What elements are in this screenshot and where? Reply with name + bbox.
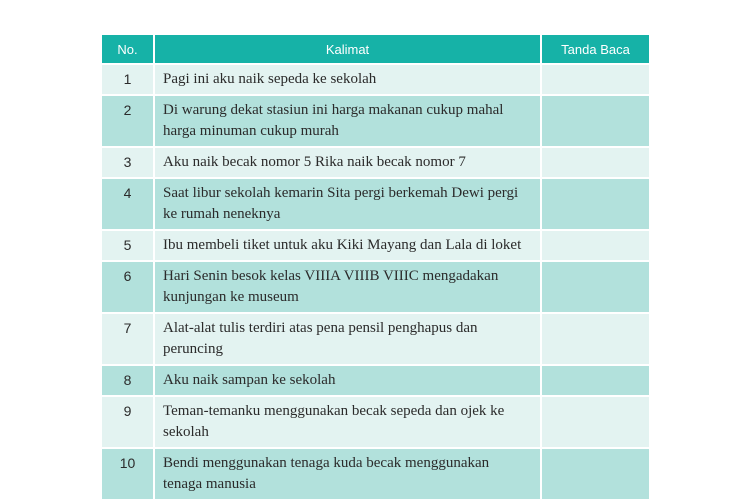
row-number-cell: 10: [102, 448, 154, 500]
header-kalimat: Kalimat: [154, 35, 541, 64]
table-row: [102, 365, 649, 396]
punctuation-answer-cell: [541, 396, 649, 448]
sentence-cell: Teman-temanku menggunakan becak sepeda dan ojek ke sekolah: [154, 396, 541, 448]
table-row: [102, 396, 649, 448]
row-number-cell: 3: [102, 147, 154, 178]
row-number-cell: 6: [102, 261, 154, 313]
punctuation-exercise-table: [102, 35, 649, 500]
header-no: No.: [102, 35, 154, 64]
punctuation-answer-cell: [541, 64, 649, 95]
sentence-cell: Di warung dekat stasiun ini harga makanan cukup mahal harga minuman cukup murah: [154, 95, 541, 147]
table-row: [102, 64, 649, 95]
header-tanda-baca: Tanda Baca: [541, 35, 649, 64]
table-row: [102, 147, 649, 178]
table-row: [102, 261, 649, 313]
punctuation-answer-cell: [541, 448, 649, 500]
punctuation-answer-cell: [541, 178, 649, 230]
sentence-cell: Aku naik becak nomor 5 Rika naik becak nomor 7: [154, 147, 541, 178]
sentence-cell: Hari Senin besok kelas VIIIA VIIIB VIIIC mengadakan kunjungan ke museum: [154, 261, 541, 313]
sentence-cell: Aku naik sampan ke sekolah: [154, 365, 541, 396]
row-number-cell: 4: [102, 178, 154, 230]
punctuation-answer-cell: [541, 261, 649, 313]
sentence-cell: Pagi ini aku naik sepeda ke sekolah: [154, 64, 541, 95]
row-number-cell: 1: [102, 64, 154, 95]
table-header-row: [102, 35, 649, 64]
row-number-cell: 9: [102, 396, 154, 448]
punctuation-answer-cell: [541, 313, 649, 365]
row-number-cell: 7: [102, 313, 154, 365]
sentence-cell: Bendi menggunakan tenaga kuda becak menggunakan tenaga manusia: [154, 448, 541, 500]
table-row: [102, 230, 649, 261]
punctuation-answer-cell: [541, 95, 649, 147]
sentence-cell: Alat-alat tulis terdiri atas pena pensil penghapus dan peruncing: [154, 313, 541, 365]
table-row: [102, 448, 649, 500]
table-row: [102, 95, 649, 147]
table-row: [102, 178, 649, 230]
punctuation-answer-cell: [541, 230, 649, 261]
table-body: [102, 64, 649, 500]
sentence-cell: Saat libur sekolah kemarin Sita pergi berkemah Dewi pergi ke rumah neneknya: [154, 178, 541, 230]
punctuation-answer-cell: [541, 365, 649, 396]
row-number-cell: 2: [102, 95, 154, 147]
sentence-cell: Ibu membeli tiket untuk aku Kiki Mayang dan Lala di loket: [154, 230, 541, 261]
row-number-cell: 8: [102, 365, 154, 396]
punctuation-answer-cell: [541, 147, 649, 178]
table-row: [102, 313, 649, 365]
row-number-cell: 5: [102, 230, 154, 261]
